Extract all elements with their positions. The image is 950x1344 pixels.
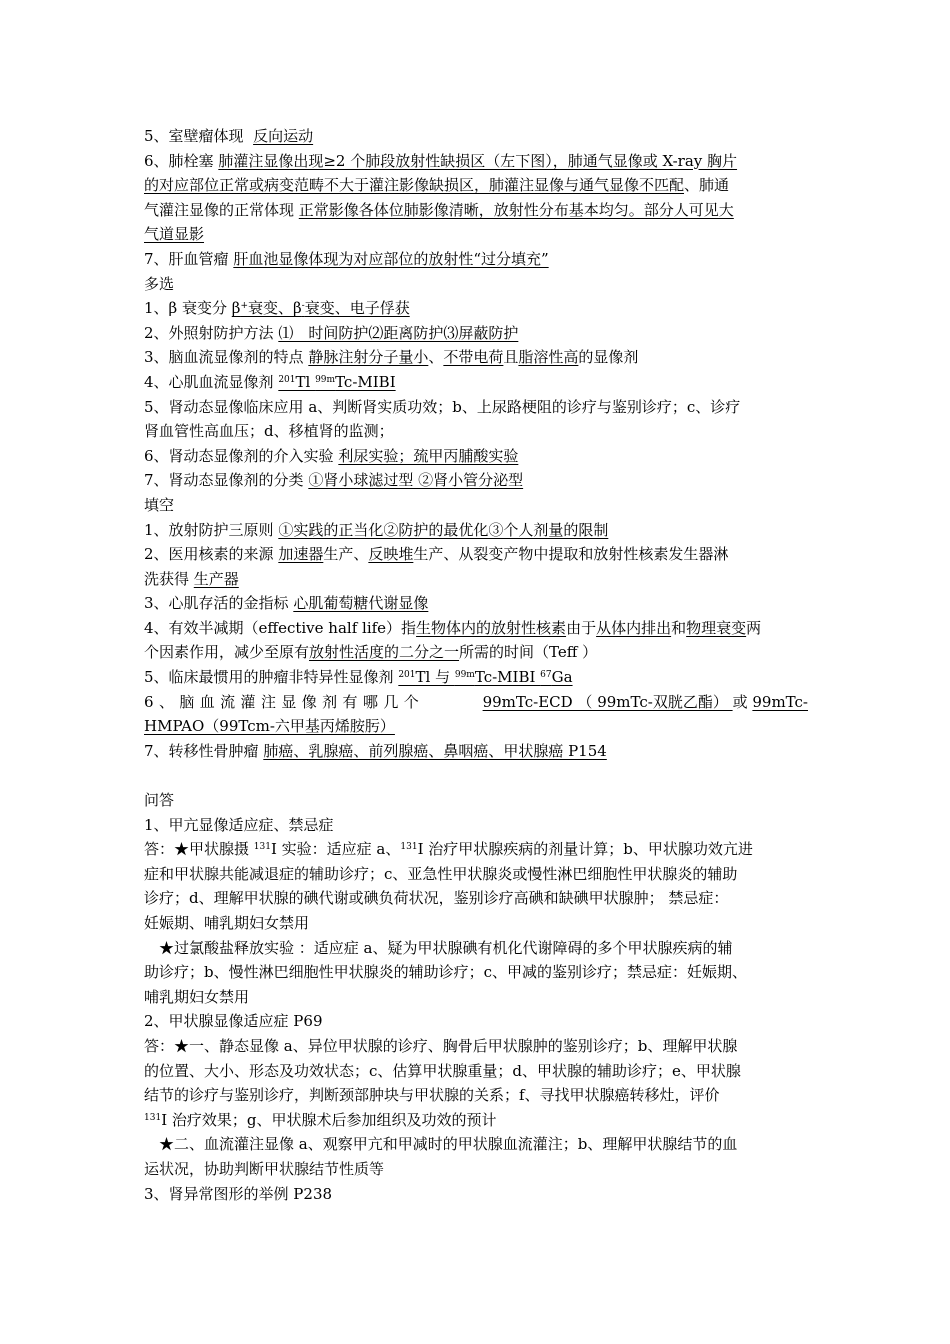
qa-q2-answer-line4 xyxy=(144,1108,808,1133)
answer-text: 放射性活度的二分之一 xyxy=(309,643,460,662)
fill-q6-line1 xyxy=(144,690,808,715)
answer-text: 加速器 xyxy=(278,545,324,564)
question-text: 气灌注显像的正常体现 xyxy=(144,200,299,219)
fill-q2-line2 xyxy=(144,567,808,592)
qa-q2-answer-line1: 答：★一、静态显像 a、异位甲状腺的诊疗、胸骨后甲状腺肿的鉴别诊疗；b、理解甲状腺 xyxy=(144,1036,738,1055)
qa-q1-answer-line2: 症和甲状腺共能减退症的辅助诊疗；c、亚急性甲状腺炎或慢性淋巴细胞性甲状腺炎的辅助 xyxy=(144,864,738,883)
question-text: 4、心肌血流显像剂 xyxy=(144,372,279,391)
qa-q2-answer-b-line2: 运状况，协助判断甲状腺结节性质等 xyxy=(144,1159,385,1178)
answer-text: 生物体内的放射性核素 xyxy=(416,618,567,637)
single-q6-line1 xyxy=(144,149,808,174)
fill-q7 xyxy=(144,739,808,764)
fill-q6-line2 xyxy=(144,714,808,739)
fill-q4-line1 xyxy=(144,616,808,641)
answer-text: 正常影像各体位肺影像清晰，放射性分布基本均匀。部分人可见大 xyxy=(298,200,734,219)
answer-text: 心肌葡萄糖代谢显像 xyxy=(293,594,429,613)
multi-q4 xyxy=(144,370,808,395)
multi-q5-line2: 肾血管性高血压；d、移植肾的监测； xyxy=(144,422,394,441)
answer-part: Tc-MIBI xyxy=(474,668,541,687)
question-text: 1、放射防护三原则 xyxy=(144,520,279,539)
question-text: 3、脑血流显像剂的特点 xyxy=(144,348,309,367)
answer-text: 99mTc-ECD （ 99mTc-双胱乙酯） xyxy=(482,692,733,711)
answer-text xyxy=(278,373,395,391)
answer-text: I 实验：适应症 a、 xyxy=(270,840,401,859)
answer-text: ①肾小球滤过型 ②肾小管分泌型 xyxy=(308,471,524,490)
answer-text: I 治疗甲状腺疾病的剂量计算；b、甲状腺功效亢进 xyxy=(417,840,753,859)
section-heading-fill: 填空 xyxy=(144,495,175,514)
answer-text: 肺癌、乳腺癌、前列腺癌、鼻咽癌、甲状腺癌 P154 xyxy=(263,741,607,760)
qa-q2-answer-line2: 的位置、大小、形态及功效状态；c、估算甲状腺重量；d、甲状腺的辅助诊疗；e、甲状腺 xyxy=(144,1061,741,1080)
answer-text: 答：★甲状腺摄 xyxy=(144,840,254,859)
answer-text: 物理衰变 xyxy=(686,618,747,637)
section-heading-qa: 问答 xyxy=(144,791,175,810)
answer-text: 静脉注射分子量小 xyxy=(308,348,429,367)
single-q6-line4 xyxy=(144,222,808,247)
question-text: 且 xyxy=(503,348,519,367)
answer-text: 肺灌注显像出现≥2 个肺段放射性缺损区（左下图），肺通气显像或 X-ray 胸片 xyxy=(218,151,738,170)
question-text: 2、外照射防护方法 xyxy=(144,323,279,342)
question-text: 个因素作用，减少至原有 xyxy=(144,643,310,662)
single-q5 xyxy=(144,124,808,149)
question-text: 5、临床最惯用的肿瘤非特异性显像剂 xyxy=(144,668,399,687)
qa-q2-title: 2、甲状腺显像适应症 P69 xyxy=(144,1012,323,1031)
question-text: 7、肾动态显像剂的分类 xyxy=(144,471,309,490)
question-text: 1、β 衰变分 xyxy=(144,299,232,318)
qa-q1-answer-line1 xyxy=(144,837,808,862)
section-heading-multi: 多选 xyxy=(144,274,175,293)
question-text: 6、肺栓塞 xyxy=(144,151,219,170)
superscript: 131 xyxy=(253,842,271,853)
answer-part: 衰变、电子俘获 xyxy=(304,299,410,318)
question-text: 所需的时间（Teff ） xyxy=(459,643,598,662)
question-text: 或 xyxy=(732,692,753,711)
question-text: 2、医用核素的来源 xyxy=(144,545,279,564)
answer-text: 反向运动 xyxy=(253,127,314,145)
superscript: 99m xyxy=(315,374,336,385)
answer-text: I 治疗效果；g、甲状腺术后参加组织及功效的预计 xyxy=(161,1110,497,1129)
fill-q5 xyxy=(144,665,808,690)
multi-q1 xyxy=(144,296,808,321)
answer-part: Tl xyxy=(295,372,316,391)
qa-q2-answer-line3: 结节的诊疗与鉴别诊疗，判断颈部肿块与甲状腺的关系；f、寻找甲状腺癌转移灶，评价 xyxy=(144,1086,720,1105)
answer-part: Ga xyxy=(551,668,573,687)
answer-text: 气道显影 xyxy=(144,225,205,244)
superscript: 67 xyxy=(540,670,552,681)
qa-q2-answer-b-line1: ★二、血流灌注显像 a、观察甲亢和甲减时的甲状腺血流灌注；b、理解甲状腺结节的血 xyxy=(159,1135,738,1154)
single-q7 xyxy=(144,247,808,272)
question-text: 4、有效半减期（effective half life）指 xyxy=(144,618,417,637)
question-text: 由于 xyxy=(566,618,597,637)
single-q6-line2 xyxy=(144,173,808,198)
superscript: 131 xyxy=(144,1112,162,1123)
question-text: 6、肾动态显像剂的介入实验 xyxy=(144,446,339,465)
question-text: 的显像剂 xyxy=(578,348,639,367)
multi-q6 xyxy=(144,444,808,469)
fill-q1 xyxy=(144,518,808,543)
multi-q3 xyxy=(144,345,808,370)
answer-text: 肝血池显像体现为对应部位的放射性“过分填充” xyxy=(233,249,549,268)
qa-q1-answer-b-line2: 助诊疗；b、慢性淋巴细胞性甲状腺炎的辅助诊疗；c、甲减的鉴别诊疗；禁忌症：妊娠期、 xyxy=(144,963,748,982)
superscript: 131 xyxy=(400,842,418,853)
question-text: 洗获得 xyxy=(144,569,194,588)
answer-text: 生产器 xyxy=(193,569,239,588)
fill-q3 xyxy=(144,591,808,616)
answer-text: 99mTc- xyxy=(752,692,808,711)
superscript: 201 xyxy=(398,670,416,681)
question-text: 6、脑血流灌注显像剂有哪几个 xyxy=(144,692,425,711)
answer-text: 脂溶性高 xyxy=(518,348,579,367)
blank-line xyxy=(144,763,808,788)
superscript: 99m xyxy=(454,670,475,681)
multi-q5-line1: 5、肾动态显像临床应用 a、判断肾实质功效；b、上尿路梗阻的诊疗与鉴别诊疗；c、诊疗 xyxy=(144,397,741,416)
answer-text: 的对应部位正常或病变范畴不大于灌注影像缺损区，肺灌注显像与通气显像不匹配 xyxy=(144,176,685,195)
answer-text: 反映堆 xyxy=(368,545,414,564)
single-q6-line3 xyxy=(144,198,808,223)
answer-text xyxy=(232,299,410,317)
document-page xyxy=(144,124,808,1206)
question-text: 7、肝血管瘤 xyxy=(144,249,234,268)
fill-q2-line1 xyxy=(144,542,808,567)
answer-text: ①实践的正当化②防护的最优化③个人剂量的限制 xyxy=(278,520,609,539)
answer-text: 不带电荷 xyxy=(443,348,504,367)
qa-q1-answer-line4: 妊娠期、哺乳期妇女禁用 xyxy=(144,914,310,932)
answer-part: β xyxy=(231,299,241,318)
qa-q1-title: 1、甲亢显像适应症、禁忌症 xyxy=(144,815,334,834)
question-text: 3、心肌存活的金指标 xyxy=(144,594,294,613)
qa-q1-answer-b-line3: 哺乳期妇女禁用 xyxy=(144,987,250,1006)
answer-text: 利尿实验；巯甲丙脯酸实验 xyxy=(338,446,519,465)
question-text: 生产、 xyxy=(323,545,369,564)
superscript: - xyxy=(301,301,305,312)
fill-q4-line2 xyxy=(144,640,808,665)
multi-q7 xyxy=(144,468,808,493)
question-text: 、 xyxy=(428,348,444,367)
multi-q2 xyxy=(144,321,808,346)
question-text: 两 xyxy=(746,618,762,637)
answer-text: 从体内排出 xyxy=(596,618,672,637)
question-text: 和 xyxy=(671,618,687,637)
answer-part: 衰变、β xyxy=(247,299,302,318)
qa-q3-title: 3、肾异常图形的举例 P238 xyxy=(144,1184,333,1203)
qa-q1-answer-line3: 诊疗；d、理解甲状腺的碘代谢或碘负荷状况，鉴别诊疗高碘和缺碘甲状腺肿； 禁忌症： xyxy=(144,889,729,908)
question-text: 5、室壁瘤体现 xyxy=(144,127,244,145)
answer-part: Tl 与 xyxy=(415,668,455,687)
qa-q1-answer-b-line1: ★过氯酸盐释放实验 ：适应症 a、疑为甲状腺碘有机化代谢障碍的多个甲状腺疾病的辅 xyxy=(159,938,733,957)
superscript: 201 xyxy=(278,374,296,385)
answer-text: HMPAO（99Tcm-六甲基丙烯胺肟） xyxy=(144,717,395,736)
question-text: 生产、从裂变产物中提取和放射性核素发生器淋 xyxy=(413,545,729,564)
superscript: + xyxy=(240,301,248,312)
question-text: 7、转移性骨肿瘤 xyxy=(144,741,264,760)
answer-text: ⑴ 时间防护⑵距离防护⑶屏蔽防护 xyxy=(278,323,519,342)
answer-text xyxy=(398,668,572,686)
answer-part: Tc-MIBI xyxy=(335,372,396,391)
question-text: 、肺通 xyxy=(684,176,730,195)
